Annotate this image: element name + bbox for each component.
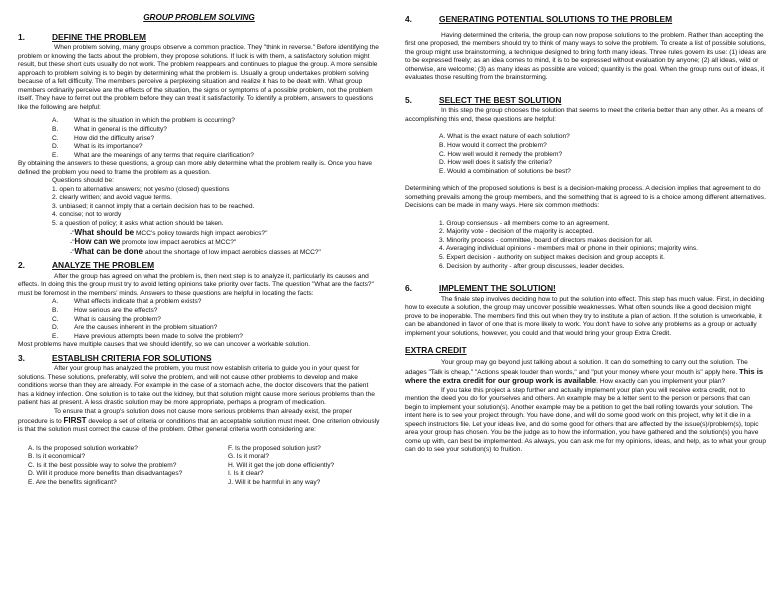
list-item: J. Will it be harmful in any way?	[228, 478, 321, 486]
list-item: B. How serious are the effects?	[52, 306, 158, 314]
list-item: 3. unbiased; it cannot imply that a certain decision has to be reached.	[52, 202, 255, 210]
list-item: 6. Decision by authority - after group discusses, leader decides.	[439, 262, 625, 270]
section-6-title: IMPLEMENT THE SOLUTION!	[439, 283, 556, 294]
section-3-paragraph-2: To ensure that a group's solution does not cause more serious problems than already exist, the proper procedure is to FIRST develop a set of criteria or conditions that an acceptable solution must meet. One criterion obviously is that the solution must correct the cause of the problem. Other general criteria worth considering are:	[18, 407, 380, 434]
section-3-paragraph-1: After your group has analyzed the problem, you must now establish criteria to guide you in your quest for solutions. These solutions, preferably, will solve the problem, and will not cause other problems to develop and make conditions worse than they are already. For example in the case of a stomach ache, the doctor discovers that the patient has a kidney infection. One solution is to take out the kidney, but that solution might cause more serious problems than the patient has at present. A less drastic solution may be more appropriate, perhaps a program of medication.	[18, 365, 375, 407]
section-1-heading	[18, 33, 380, 42]
extra-credit-heading: EXTRA CREDIT	[405, 345, 467, 356]
extra-credit-emphasis: This is where the extra credit for our group work is available	[405, 366, 764, 386]
section-1-title: DEFINE THE PROBLEM	[52, 31, 146, 42]
list-item: 1. Group consensus - all members come to an agreement.	[439, 219, 610, 227]
section-2-after: Most problems have multiple causes that we should identify, so we can uncover a workable solution.	[18, 341, 310, 349]
section-4-heading: 4. GENERATING POTENTIAL SOLUTIONS TO THE PROBLEM	[405, 14, 673, 24]
extra-credit-paragraph-2: If you take this project a step further and actually implement your plan you will receive extra credit, not to mention the deed you do for yourselves and others. An example may be a letter sent to the person or persons that can begin to implement your solution(s). Another example may be a petition to get the ball rolling towards your solution. The intent here is to see your project through. You have done, and will do some good work on this project, why let it die in a speech instructors file. Let your ideas live, and do some good for others that are affected by the issue(s)/problem(s), topic area your group has chosen. You be the judge as to how the information, you have gathered and the solution(s) you have come up with, can best be implemented. As always, you can ask me for my opinions, ideas, and help, as to what your group can do to see your solution(s) to fruition.	[405, 386, 767, 454]
list-item: G. Is it moral?	[228, 453, 270, 461]
list-item: 1. open to alternative answers; not yes/no (closed) questions	[52, 185, 230, 193]
list-item: B. Is it economical?	[28, 453, 86, 461]
section-2-intro: After the group has agreed on what the problem is, then next step is to analyze it, particularly its causes and effects. In doing this the group must try to avoid letting opinions take priority over facts. The question "What are the facts?" must be foremost in the members' minds. Answers to these questions are helpful in locating the facts:	[18, 272, 374, 297]
list-item: D. Will it produce more benefits than disadvantages?	[28, 470, 183, 478]
section-6-heading: 6. IMPLEMENT THE SOLUTION!	[405, 283, 556, 294]
section-3-title: ESTABLISH CRITERIA FOR SOLUTIONS	[52, 352, 212, 363]
section-3-heading: 3. ESTABLISH CRITERIA FOR SOLUTIONS	[18, 352, 212, 363]
section-1-intro: When problem solving, many groups observe a common practice. They "think in reverse." Before identifying the problem or knowing the facts about the problem, they propose solutions. If luck is with them, a satisfactory solution might result, but these short cuts usually do not work. The problem reappears and continues to plague the group. A more sensible approach to problem solving is to begin by determining what the problem is. Usually a group undertakes problem solving because of a felt difficulty. The members perceive a perplexing situation and realize it has to be dealt with. What group members ordinarily perceive are the effects of the situation, the signs or symptoms of a possible problem, not the problem itself. They have to ferret out the problem before they can treat it satisfactorily. To identify a problem, answers to questions like the following are helpful:	[18, 44, 379, 111]
list-item: A. What is the exact nature of each solution?	[439, 133, 570, 141]
section-2-heading: 2. ANALYZE THE PROBLEM	[18, 260, 155, 271]
section-1-number: 1.	[18, 31, 25, 42]
list-item: I. Is it clear?	[228, 470, 264, 478]
section-5-paragraph: In this step the group chooses the solution that seems to meet the criteria better than any other. As a means of accomplishing this end, these questions are helpful:	[405, 107, 763, 123]
example-question: -"What should be MCC's policy towards high impact aerobics?"	[70, 227, 268, 237]
list-item: D. How well does it satisfy the criteria?	[439, 159, 552, 167]
criteria-column-a	[18, 445, 228, 488]
list-item: C. How did the difficulty arise?	[52, 134, 155, 142]
list-item: E. Are the benefits significant?	[28, 478, 117, 486]
list-item: E. What are the meanings of any terms that require clarification?	[52, 151, 254, 159]
list-item: 4. concise; not to wordy	[52, 211, 122, 219]
list-item: A. Is the proposed solution workable?	[28, 444, 138, 452]
section-5-questions	[405, 133, 767, 176]
list-item: 5. a question of policy; it asks what action should be taken.	[52, 220, 224, 228]
section-5-title: SELECT THE BEST SOLUTION	[439, 94, 562, 105]
list-item: A. What is the situation in which the problem is occurring?	[52, 117, 235, 125]
section-4-title: GENERATING POTENTIAL SOLUTIONS TO THE PROBLEM	[439, 14, 673, 24]
list-item: 2. Majority vote - decision of the majority is accepted.	[439, 228, 595, 236]
list-item: 2. clearly written; and avoid vague terms.	[52, 194, 172, 202]
list-item: C. How well would it remedy the problem?	[439, 150, 563, 158]
list-item: E. Would a combination of solutions be best?	[439, 167, 571, 175]
section-1-questions	[18, 117, 380, 160]
extra-credit-paragraph-1: Your group may go beyond just talking about a solution. It can do something to carry out the solution. The adages "Talk is cheap," "Actions speak louder than words," and "put your money where your mouth is" apply here. This is where the extra credit for our group work is available. How exactly can you implement your plan?	[405, 358, 764, 386]
example-question: -"What can be done about the shortage of low impact aerobics classes at MCC?"	[70, 246, 321, 256]
section-2-title: ANALYZE THE PROBLEM	[52, 260, 155, 271]
section-5-paragraph-2: Determining which of the proposed solutions is best is a decision-making process. A decision implies that agreement to do something prevails among the group members, and the something that is agreed to is a choice among different alternatives. Decisions can be made in many ways. Here six common methods:	[405, 185, 766, 210]
section-6-paragraph: The finale step involves deciding how to put the solution into effect. This step has much value. First, in deciding how to execute a solution, the group may uncover possible weaknesses. What often sounds like a good decision might prove to be inoperable. The members find this out when they try to institute a plan of action. If the solution is unworkable, it can be abandoned in favor of one that is more likely to work. You don't have to solve any problems as a group or actually implement your solutions, however, you could and that would bring your group Extra Credit.	[405, 295, 765, 337]
criteria-column-b	[228, 445, 380, 488]
first-emphasis: FIRST	[63, 415, 87, 425]
list-item: B. How would it correct the problem?	[439, 142, 547, 150]
list-item: E. Have previous attempts been made to solve the problem?	[52, 332, 243, 340]
right-column	[405, 0, 767, 455]
list-item: 3. Minority process - committee, board of directors makes decision for all.	[439, 236, 653, 244]
list-item: A. What effects indicate that a problem exists?	[52, 298, 202, 306]
section-5-heading: 5. SELECT THE BEST SOLUTION	[405, 94, 562, 105]
example-question: -"How can we promote low impact aerobics at MCC?"	[70, 237, 237, 247]
left-column	[18, 0, 380, 487]
list-item: F. Is the proposed solution just?	[228, 444, 321, 452]
document-title: GROUP PROBLEM SOLVING	[143, 13, 255, 22]
decision-methods	[405, 220, 767, 271]
question-rules-label: Questions should be:	[52, 177, 114, 185]
list-item: B. What in general is the difficulty?	[52, 126, 167, 134]
list-item: C. Is it the best possible way to solve the problem?	[28, 461, 177, 469]
list-item: 4. Averaging individual opinions - members mail or phone in their opinions; majority wins.	[439, 245, 698, 253]
list-item: 5. Expert decision - authority on subject makes decision and group accepts it.	[439, 254, 665, 262]
section-1-after: By obtaining the answers to these questions, a group can more ably determine what the problem really is. Once you have defined the problem you need to frame the problem as a question.	[18, 160, 373, 176]
section-4-paragraph: Having determined the criteria, the group can now propose solutions to the problem. Rather than accepting the first one proposed, the members should try to think of many ways to solve the problem. To create a list of possible solutions, the group might use brainstorming, a technique designed to bring forth many ideas. Three rules govern its use: (1) ideas are to be expressed freely; as an idea comes to mind, it is to be expressed without evaluation by anyone; (2) all ideas, wild or otherwise, are welcome; (3) as many ideas as possible are voiced; quantity is the goal. When the group runs out of ideas, it evaluates those resulting from the brainstorming.	[405, 31, 767, 82]
list-item: D. Are the causes inherent in the problem situation?	[52, 324, 218, 332]
criteria-list	[18, 445, 380, 488]
list-item: H. Will it get the job done efficiently?	[228, 461, 335, 469]
list-item: D. What is its importance?	[52, 143, 143, 151]
list-item: C. What is causing the problem?	[52, 315, 161, 323]
